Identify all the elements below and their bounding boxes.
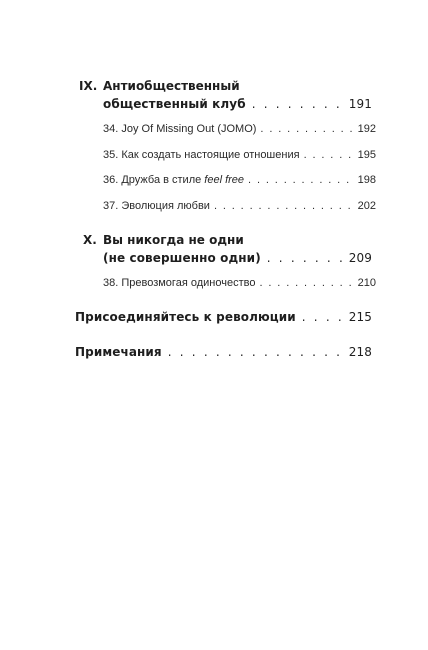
dot-leader [259,277,353,289]
page-number: 209 [348,251,372,265]
page-number: 191 [348,97,372,111]
dot-leader [168,345,343,359]
dot-leader [248,174,354,186]
toc-entry-part-10[interactable] [103,251,372,265]
page-number: 198 [357,174,376,186]
part-9-title-line-2: общественный клуб [103,97,246,111]
chapter-title: 38. Превозмогая одиночество [103,277,256,289]
part-10-title-line-2: (не совершенно одни) [103,251,261,265]
part-9-numeral: IX. [79,79,98,93]
toc-entry-chapter-34[interactable] [103,123,376,135]
page-number: 215 [348,310,372,324]
part-10-title-line-1: Вы никогда не одни [103,233,244,247]
page-number: 192 [357,123,376,135]
dot-leader [260,123,353,135]
page-number: 195 [357,149,376,161]
toc-entry-join-revolution[interactable] [75,310,372,324]
chapter-title: 37. Эволюция любви [103,200,210,212]
page-number: 202 [357,200,376,212]
page-number: 210 [357,277,376,289]
toc-entry-chapter-36[interactable] [103,174,376,186]
part-9-title-line-1: Антиобщественный [103,79,240,93]
dot-leader [304,149,354,161]
toc-entry-notes[interactable] [75,345,372,359]
chapter-title [103,174,244,186]
section-title: Присоединяйтесь к революции [75,310,296,324]
toc-entry-chapter-38[interactable] [103,277,376,289]
chapter-title: 34. Joy Of Missing Out (JOMO) [103,123,257,135]
chapter-title-italic: feel free [204,174,245,186]
toc-entry-part-9[interactable] [103,97,372,111]
dot-leader [214,200,354,212]
toc-entry-chapter-37[interactable] [103,200,376,212]
dot-leader [302,310,343,324]
dot-leader [252,97,343,111]
part-10-numeral: X. [83,233,97,247]
chapter-title: 35. Как создать настоящие отношения [103,149,300,161]
dot-leader [267,251,343,265]
chapter-title-prefix: 36. Дружба в стиле [103,174,205,186]
page-number: 218 [348,345,372,359]
section-title: Примечания [75,345,162,359]
toc-entry-chapter-35[interactable] [103,149,376,161]
